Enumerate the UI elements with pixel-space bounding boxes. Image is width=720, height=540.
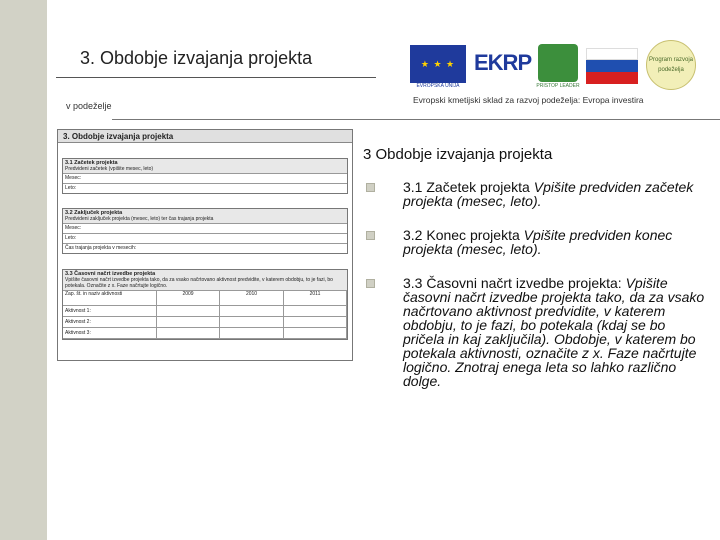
eu-flag-logo: ★ ★ ★	[410, 45, 466, 83]
leader-logo	[538, 44, 578, 82]
grid-cell	[157, 306, 220, 317]
program-razvoja-logo: Program razvoja podeželja	[646, 40, 696, 90]
decorative-side-bar	[0, 0, 47, 540]
bullet-label: 3.2 Konec projekta	[403, 227, 520, 243]
grid-header-cell: 2009	[157, 291, 220, 306]
grid-row-label: Aktivnost 3:	[63, 328, 157, 339]
section-header	[63, 209, 347, 224]
grid-cell	[220, 317, 284, 328]
bullet-list	[363, 180, 708, 408]
title-divider	[56, 77, 376, 78]
form-title: 3. Obdobje izvajanja projekta	[58, 130, 352, 143]
section-header	[63, 270, 347, 291]
form-row: Leto:	[63, 234, 347, 244]
form-section-end	[62, 208, 348, 254]
form-row: Čas trajanja projekta v mesecih:	[65, 245, 137, 251]
form-section-start	[62, 158, 348, 194]
bullet-label: 3.3 Časovni načrt izvedbe projekta:	[403, 275, 622, 291]
section-hint: Predvideni začetek (vpišite mesec, leto)	[65, 166, 154, 172]
bullet-icon	[366, 279, 375, 288]
bullet-item	[363, 276, 708, 388]
grid-header-cell: Zap. št. in naziv aktivnosti	[63, 291, 157, 306]
bullet-item	[363, 180, 708, 208]
subtext: v podeželje	[66, 101, 112, 111]
slide-title: 3. Obdobje izvajanja projekta	[80, 48, 313, 68]
grid-row-label: Aktivnost 1:	[63, 306, 157, 317]
bullet-text: Vpišite predviden začetek projekta (mesec, leto).	[403, 179, 694, 209]
section-hint: Vpišite časovni načrt izvedbe projekta tako, da za vsako načrtovano aktivnost predvidite, v katerem obdobju, to je fazi, bo potekala. Označite z x. Faze načrtujte logično.	[65, 277, 333, 289]
form-row: Mesec:	[63, 174, 347, 184]
section-title: 3.2 Zaključek projekta	[65, 210, 123, 216]
ekrp-text: EKRP	[474, 50, 532, 75]
form-row: Leto:	[65, 185, 77, 191]
section-header	[63, 159, 347, 174]
grid-cell	[157, 328, 220, 339]
header-divider	[112, 119, 720, 120]
ekrp-logo	[474, 50, 531, 76]
logo-strip	[410, 40, 695, 92]
form-row: Mesec:	[63, 224, 347, 234]
bullet-text: Vpišite predviden konec projekta (mesec, leto).	[403, 227, 673, 257]
form-section-timeline	[62, 269, 348, 340]
grid-cell	[284, 306, 347, 317]
section-title: 3.3 Časovni načrt izvedbe projekta	[65, 271, 156, 277]
bullet-text: Vpišite časovni načrt izvedbe projekta tako, da za vsako načrtovano aktivnost predvidite, v katerem obdobju, to je fazi, bo potekala (kdaj se bo pričela in kaj zaključila). Obdobje, v katerem bo potekala aktivnosti, označite z x. Faze načrtujte logično. Znotraj enega leta so lahko različno dolge.	[403, 275, 705, 389]
grid-header-cell: 2010	[220, 291, 284, 306]
bullet-label: 3.1 Začetek projekta	[403, 179, 530, 195]
section-hint: Predvideni zaključek projekta (mesec, leto) ter čas trajanja projekta	[65, 216, 214, 222]
leader-caption: PRISTOP LEADER	[536, 83, 580, 89]
grid-cell	[157, 317, 220, 328]
timeline-grid	[63, 291, 347, 339]
grid-cell	[284, 317, 347, 328]
bullet-icon	[366, 231, 375, 240]
grid-cell	[220, 306, 284, 317]
fund-text: Evropski kmetijski sklad za razvoj podeželja: Evropa investira	[413, 95, 644, 105]
grid-cell	[220, 328, 284, 339]
slovenia-flag-logo	[586, 48, 638, 84]
bullet-item	[363, 228, 708, 256]
section-title: 3.1 Začetek projekta	[65, 160, 118, 166]
eu-caption: EVROPSKA UNIJA	[416, 83, 460, 89]
content-heading: 3 Obdobje izvajanja projekta	[363, 146, 553, 163]
grid-header-cell: 2011	[284, 291, 347, 306]
bullet-icon	[366, 183, 375, 192]
form-screenshot	[57, 129, 353, 361]
grid-cell	[284, 328, 347, 339]
grid-row-label: Aktivnost 2:	[63, 317, 157, 328]
